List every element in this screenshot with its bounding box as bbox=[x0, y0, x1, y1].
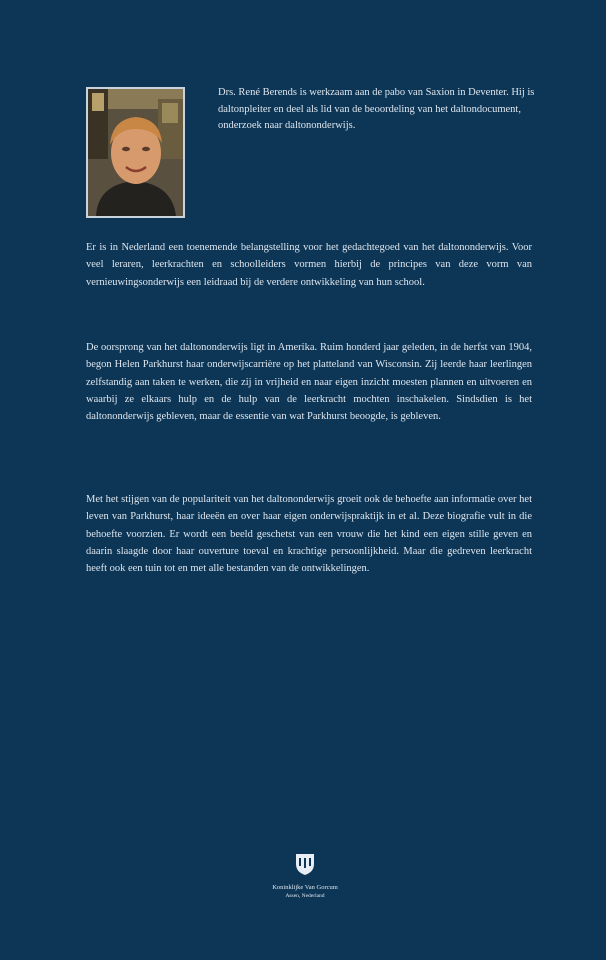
publisher-name: Koninklijke Van Gorcum bbox=[272, 884, 338, 891]
publisher-crest-icon bbox=[294, 852, 316, 881]
blurb-paragraph-3: Met het stijgen van de populariteit van het daltononderwijs groeit ook de behoefte aan informatie over het leven van Parkhurst, haar ideeën en over haar eigen onderwijspraktijk in et al. Deze biografie vult in die behoefte voorzien. Er wordt een beeld geschetst van een vrouw die het kind een eigen stille geven en daarin slaagde door haar ouverture toeval en krachtige persoonlijkheid. Maar die gedreven leerkracht heeft ook een tuin tot en met alle bestanden van de ontwikkelingen. bbox=[86, 494, 532, 575]
author-photo bbox=[86, 87, 185, 218]
author-bio: Drs. René Berends is werkzaam aan de pabo van Saxion in Deventer. Hij is daltonpleiter en deel als lid van de beoordeling van het daltondocument, onderzoek naar daltononderwijs. bbox=[218, 87, 535, 131]
publisher-logo bbox=[260, 852, 350, 900]
publisher-location: Assen, Nederland bbox=[285, 893, 325, 899]
blurb-paragraph-1: Er is in Nederland een toenemende belangstelling voor het gedachtegoed van het daltononderwijs. Voor veel leraren, leerkrachten en schoolleiders vormen hierbij de principes van deze vorm van vernieuwingsonderwijs een leidraad bij de verdere ontwikkeling van hun school. bbox=[86, 242, 532, 288]
blurb-paragraph-2: De oorsprong van het daltononderwijs ligt in Amerika. Ruim honderd jaar geleden, in de herfst van 1904, begon Helen Parkhurst haar onderwijscarrière op het platteland van Wisconsin. Zij leerde haar leerlingen zelfstandig aan taken te werken, die zij in vrijheid en naar eigen inzicht moesten plannen en uitvoeren en waarbij ze elkaars hulp en de hulp van de leerkracht mochten inschakelen. Sindsdien is het daltononderwijs gebleven, maar de essentie van wat Parkhurst beoogde, is gebleven. bbox=[86, 342, 532, 423]
author-portrait-image bbox=[88, 89, 183, 216]
